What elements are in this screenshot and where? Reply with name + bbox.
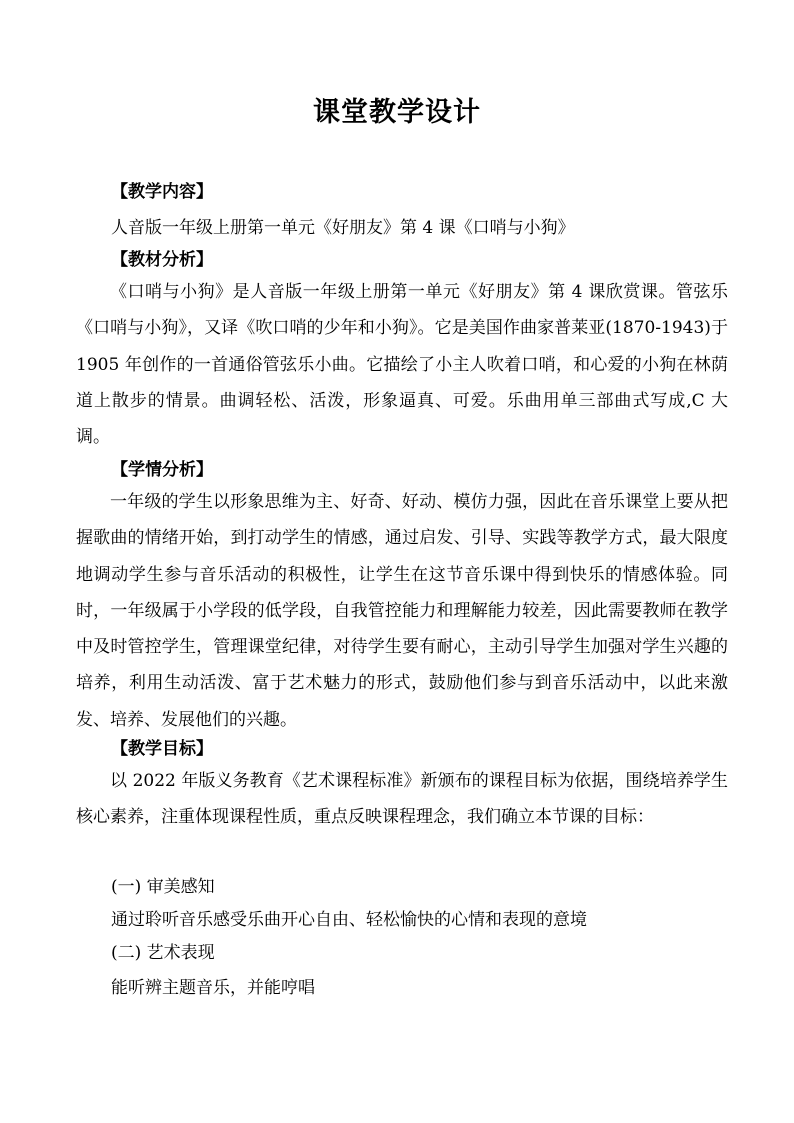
goal-2-label: (二) 艺术表现	[111, 943, 215, 963]
heading-teaching-goals: 【教学目标】	[111, 739, 213, 759]
goal-2-text: 能听辨主题音乐，并能哼唱	[111, 978, 315, 998]
teaching-content-text: 人音版一年级上册第一单元《好朋友》第 4 课《口哨与小狗》	[111, 218, 575, 238]
goal-1-text: 通过聆听音乐感受乐曲开心自由、轻松愉快的心情和表现的意境	[111, 910, 587, 930]
heading-teaching-content: 【教学内容】	[111, 182, 213, 202]
goal-1-label: (一) 审美感知	[111, 877, 215, 897]
heading-learner-analysis: 【学情分析】	[111, 460, 213, 480]
heading-material-analysis: 【教材分析】	[111, 250, 213, 270]
teaching-goals-paragraph: 以 2022 年版义务教育《艺术课程标准》新颁布的课程目标为依据，围绕培养学生核心素养，注重体现课程性质，重点反映课程理念，我们确立本节课的目标：	[76, 771, 728, 828]
material-analysis-paragraph: 《口哨与小狗》是人音版一年级上册第一单元《好朋友》第 4 课欣赏课。管弦乐《口哨与小狗》，又译《吹口哨的少年和小狗》。它是美国作曲家普莱亚(1870-1943)于 1905 年创作的一首通俗管弦乐小曲。它描绘了小主人吹着口哨，和心爱的小狗在林荫道上散步的情景。曲调轻松、活泼，形象逼真、可爱。乐曲用单三部曲式写成,C 大调。	[76, 282, 728, 448]
learner-analysis-paragraph: 一年级的学生以形象思维为主、好奇、好动、模仿力强，因此在音乐课堂上要从把握歌曲的情绪开始，到打动学生的情感，通过启发、引导、实践等教学方式，最大限度地调动学生参与音乐活动的积极性，让学生在这节音乐课中得到快乐的情感体验。同时，一年级属于小学段的低学段，自我管控能力和理解能力较差，因此需要教师在教学中及时管控学生，管理课堂纪律，对待学生要有耐心，主动引导学生加强对学生兴趣的培养，利用生动活泼、富于艺术魅力的形式，鼓励他们参与到音乐活动中，以此来激发、培养、发展他们的兴趣。	[76, 492, 728, 730]
page-title: 课堂教学设计	[313, 97, 481, 128]
